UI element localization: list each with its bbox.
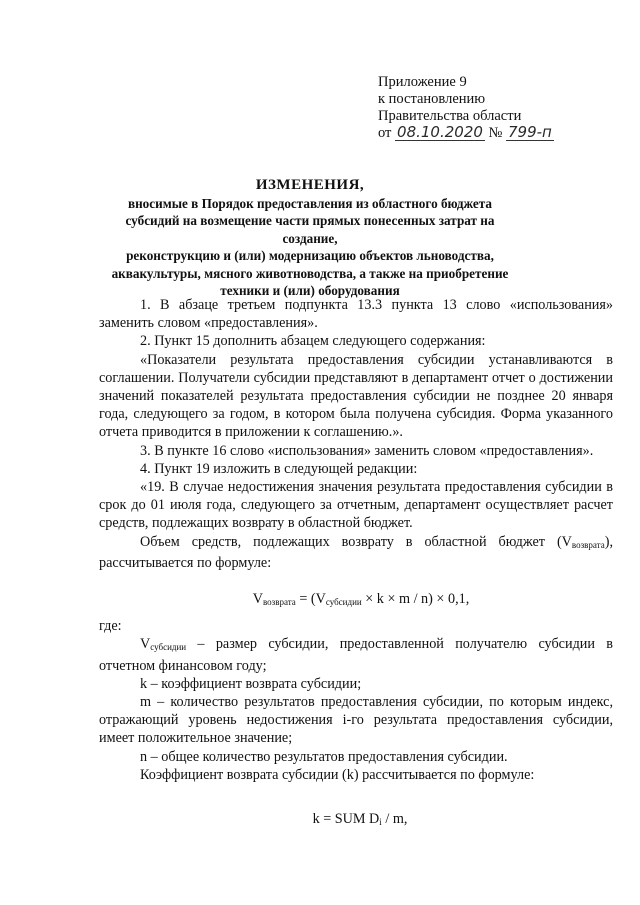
formula1-eq: = (V [295, 591, 326, 608]
formula2-a: k = SUM D [312, 811, 380, 828]
paragraph-2: 2. Пункт 15 дополнить абзацем следующего содержания: [140, 333, 486, 350]
paragraph-7-text-a: Объем средств, подлежащих возврату в областной бюджет (V [140, 533, 572, 550]
appendix-block [378, 74, 628, 142]
def-v-symbol: V [140, 636, 151, 653]
definition-k: k – коэффициент возврата субсидии; [140, 675, 362, 692]
appendix-date-line [378, 125, 628, 142]
handwritten-number: 799-п [508, 123, 552, 141]
definition-v-subsidy [99, 635, 613, 674]
document-heading [100, 175, 520, 299]
formula2-b: / m, [381, 811, 408, 828]
paragraph-4: 3. В пункте 16 слово «использования» заменить словом «предоставления». [140, 442, 594, 459]
paragraph-7-text-b: ), рассчитывается по формуле: [99, 533, 613, 571]
heading-line-4: аквакультуры, мясного животноводства, а также на приобретение [111, 265, 509, 281]
handwritten-date: 08.10.2020 [397, 123, 483, 141]
formula1-s-sub: субсидии [325, 597, 362, 608]
heading-title: ИЗМЕНЕНИЯ, [255, 177, 365, 193]
definition-m: m – количество результатов предоставления субсидии, по которым индекс, отражающий уровень недостижения i-го результата предоставления субсидии, имеет положительное значение; [99, 694, 613, 747]
formula1-rest: × k × m / n) × 0,1, [361, 591, 470, 608]
date-prefix: от [378, 125, 392, 141]
appendix-line-3: Правительства области [378, 108, 522, 124]
heading-line-1: вносимые в Порядок предоставления из областного бюджета [127, 196, 493, 211]
heading-line-3: реконструкцию и (или) модернизацию объектов льноводства, [126, 248, 494, 264]
heading-line-5: техники и (или) оборудования [220, 283, 400, 299]
appendix-line-1: Приложение 9 [378, 74, 467, 90]
paragraph-7-subscript: возврата [571, 539, 605, 550]
document-body [99, 296, 613, 831]
paragraph-7 [99, 533, 613, 572]
paragraph-6: «19. В случае недостижения значения результата предоставления субсидии в срок до 01 июля года, следующего за отчетным, департамент осуществляет расчет средств, подлежащих возврату в областной бюджет. [99, 479, 613, 532]
number-sign: № [488, 125, 503, 141]
paragraph-3: «Показатели результата предоставления субсидии устанавливаются в соглашении. Получатели субсидии представляют в департамент отчет о достижении значений показателей результата предоставления субсидии не позднее 20 января года, следующего за годом, в котором была получена субсидия. Форма указанного отчета приводится в приложении к соглашению.». [99, 351, 613, 441]
appendix-line-2: к постановлению [378, 91, 486, 107]
coefficient-intro: Коэффициент возврата субсидии (k) рассчитывается по формуле: [140, 766, 535, 783]
paragraph-1: 1. В абзаце третьем подпункта 13.3 пункта 13 слово «использования» заменить словом «предоставления». [99, 297, 613, 332]
formula1-v-sub: возврата [262, 597, 296, 608]
definition-n: n – общее количество результатов предоставления субсидии. [140, 748, 508, 765]
formula2-sub: i [379, 817, 382, 828]
formula-k [99, 784, 613, 831]
paragraph-5: 4. Пункт 19 изложить в следующей редакции: [140, 460, 418, 477]
def-v-sub: субсидии [150, 642, 187, 653]
formula-v-return [99, 572, 613, 617]
def-v-text: – размер субсидии, предоставленной получателю субсидии в отчетном финансовом году; [99, 636, 613, 674]
formula1-v: V [252, 591, 263, 608]
heading-line-2: субсидий на возмещение части прямых понесенных затрат на создание, [125, 213, 495, 246]
where-label: где: [99, 618, 122, 635]
